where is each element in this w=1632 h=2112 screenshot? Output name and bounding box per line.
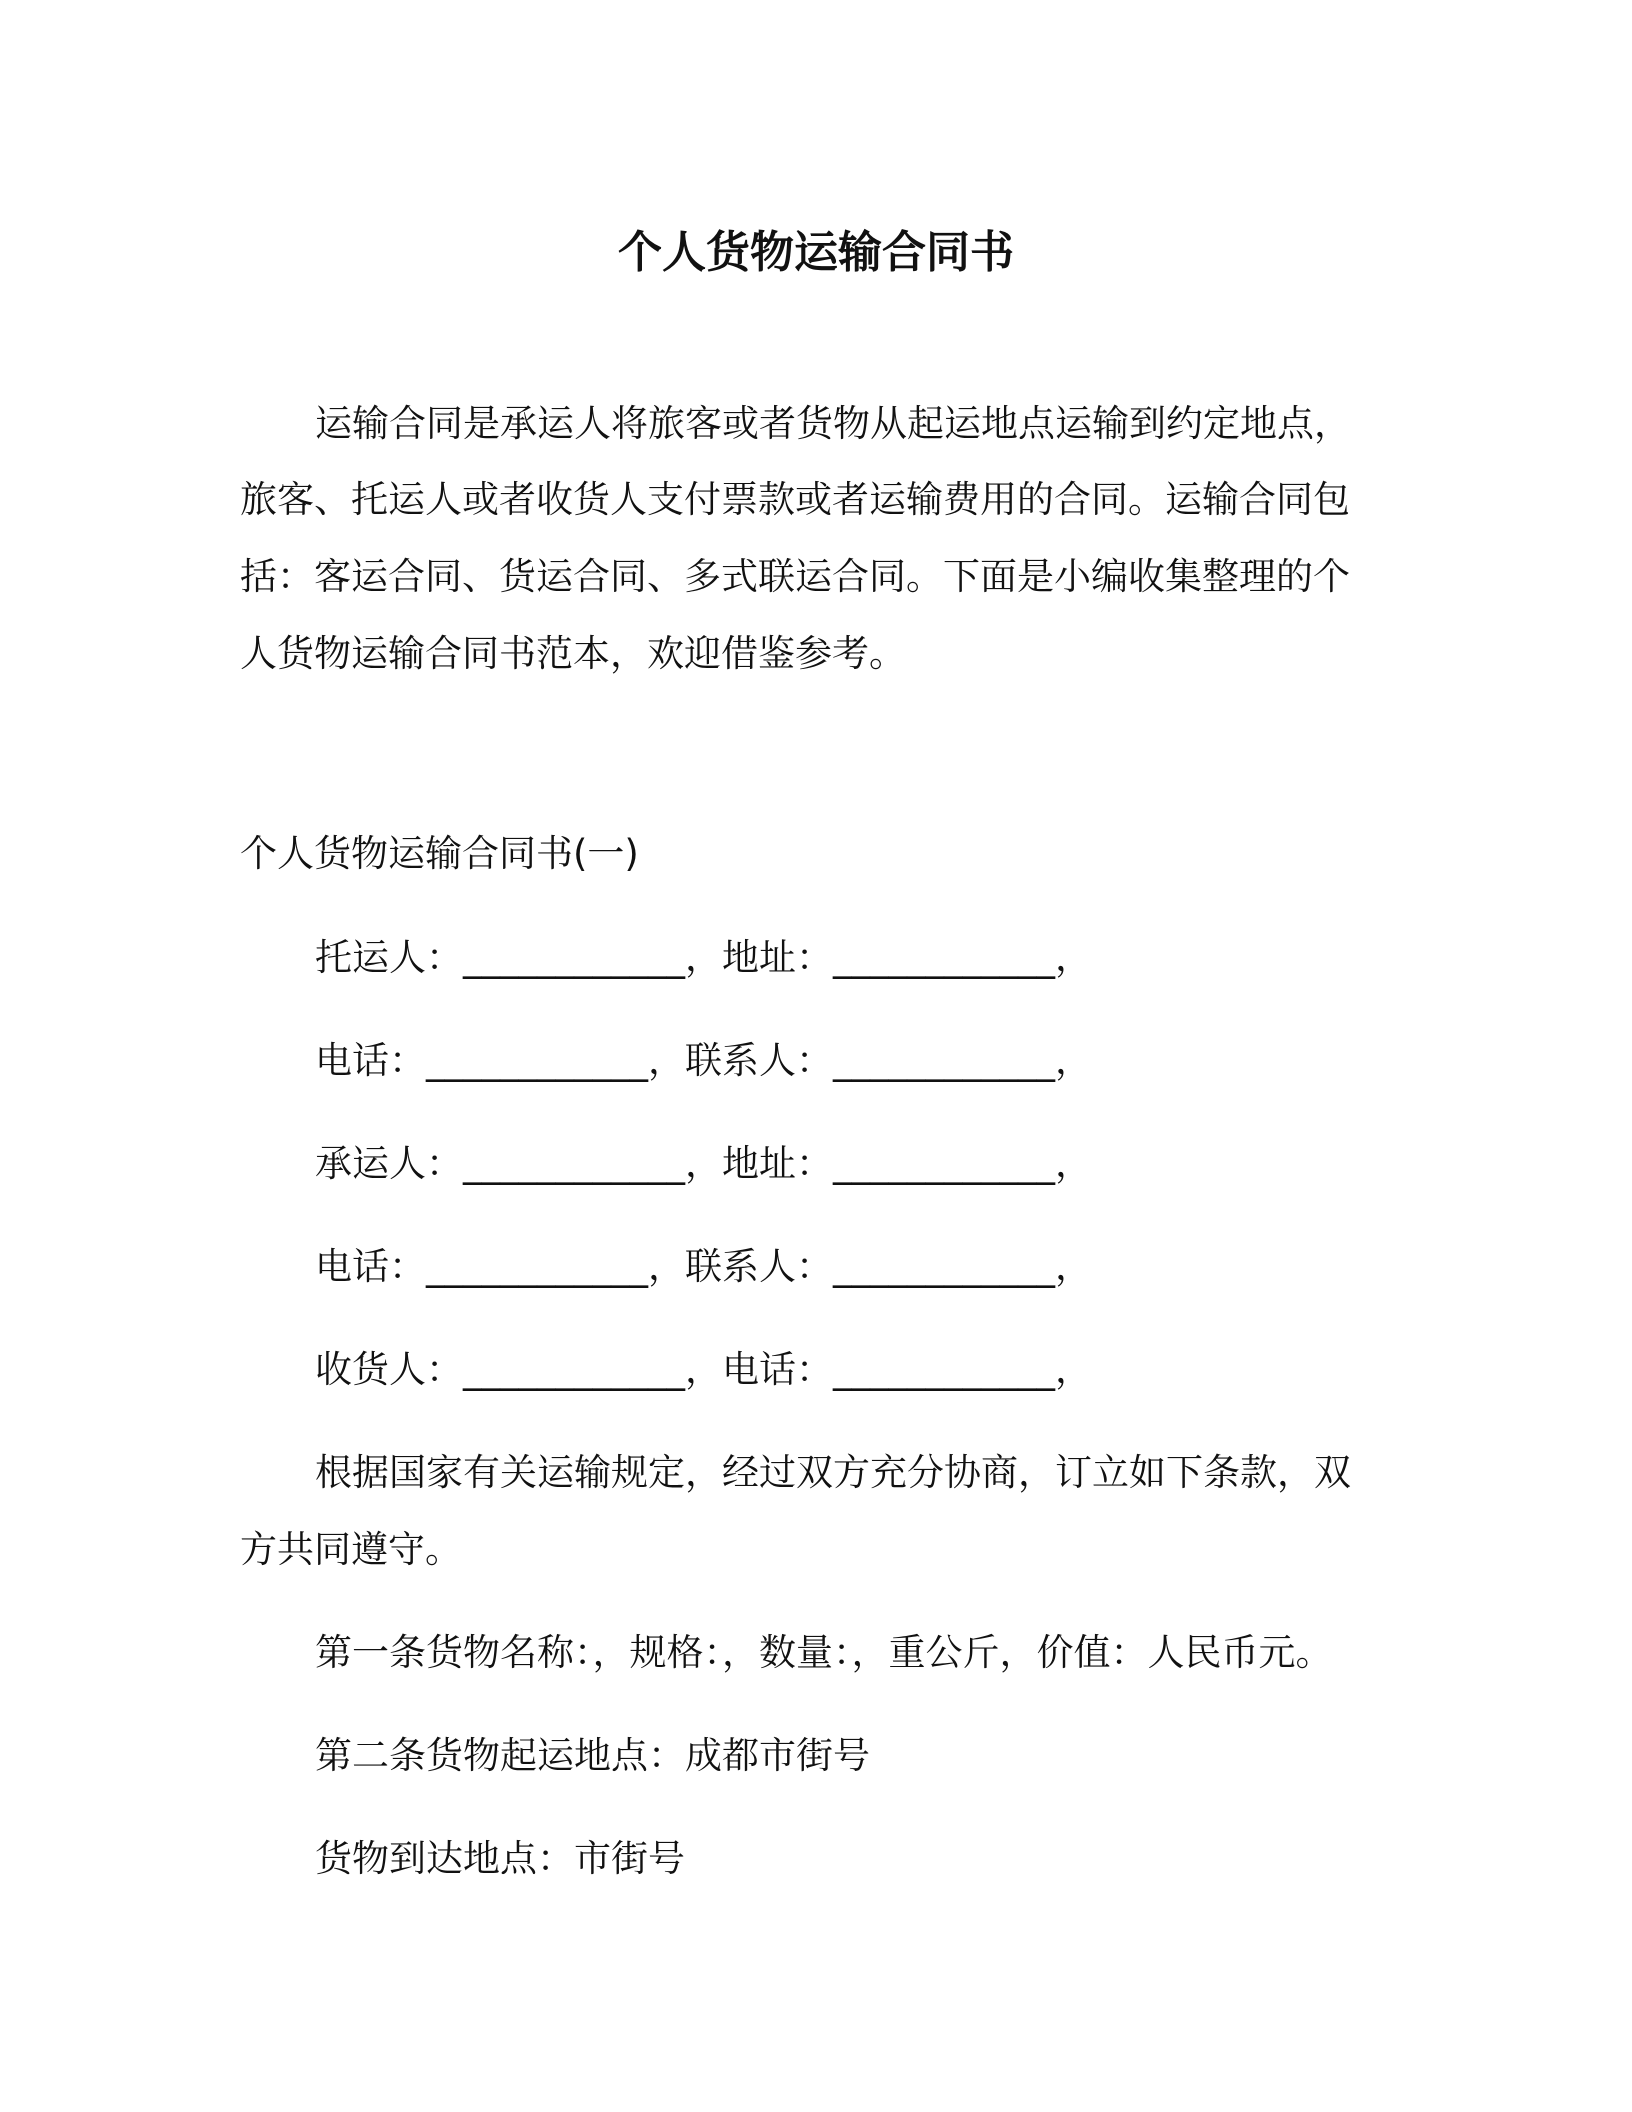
page-title: 个人货物运输合同书 (618, 227, 1014, 278)
agreement-line-1: 根据国家有关运输规定，经过双方充分协商，订立如下条款，双 (315, 1451, 1351, 1494)
field-carrier: 承运人：____________，地址：____________， (315, 1142, 1092, 1185)
field-carrier-phone: 电话：____________，联系人：____________， (315, 1245, 1092, 1288)
clause-1: 第一条货物名称：，规格：，数量：，重公斤，价值：人民币元。 (315, 1631, 1333, 1674)
agreement-line-2: 方共同遵守。 (240, 1528, 462, 1571)
intro-line-3: 括：客运合同、货运合同、多式联运合同。下面是小编收集整理的个 (240, 555, 1350, 598)
clause-3: 货物到达地点：市街号 (315, 1837, 685, 1880)
field-shipper: 托运人：____________，地址：____________， (315, 936, 1092, 979)
field-shipper-phone: 电话：____________，联系人：____________， (315, 1039, 1092, 1082)
intro-line-4: 人货物运输合同书范本，欢迎借鉴参考。 (240, 632, 906, 675)
field-consignee: 收货人：____________，电话：____________， (315, 1348, 1092, 1391)
section-heading: 个人货物运输合同书(一) (240, 832, 639, 875)
clause-2: 第二条货物起运地点：成都市街号 (315, 1734, 870, 1777)
intro-line-1: 运输合同是承运人将旅客或者货物从起运地点运输到约定地点， (315, 402, 1351, 445)
intro-line-2: 旅客、托运人或者收货人支付票款或者运输费用的合同。运输合同包 (240, 478, 1350, 521)
